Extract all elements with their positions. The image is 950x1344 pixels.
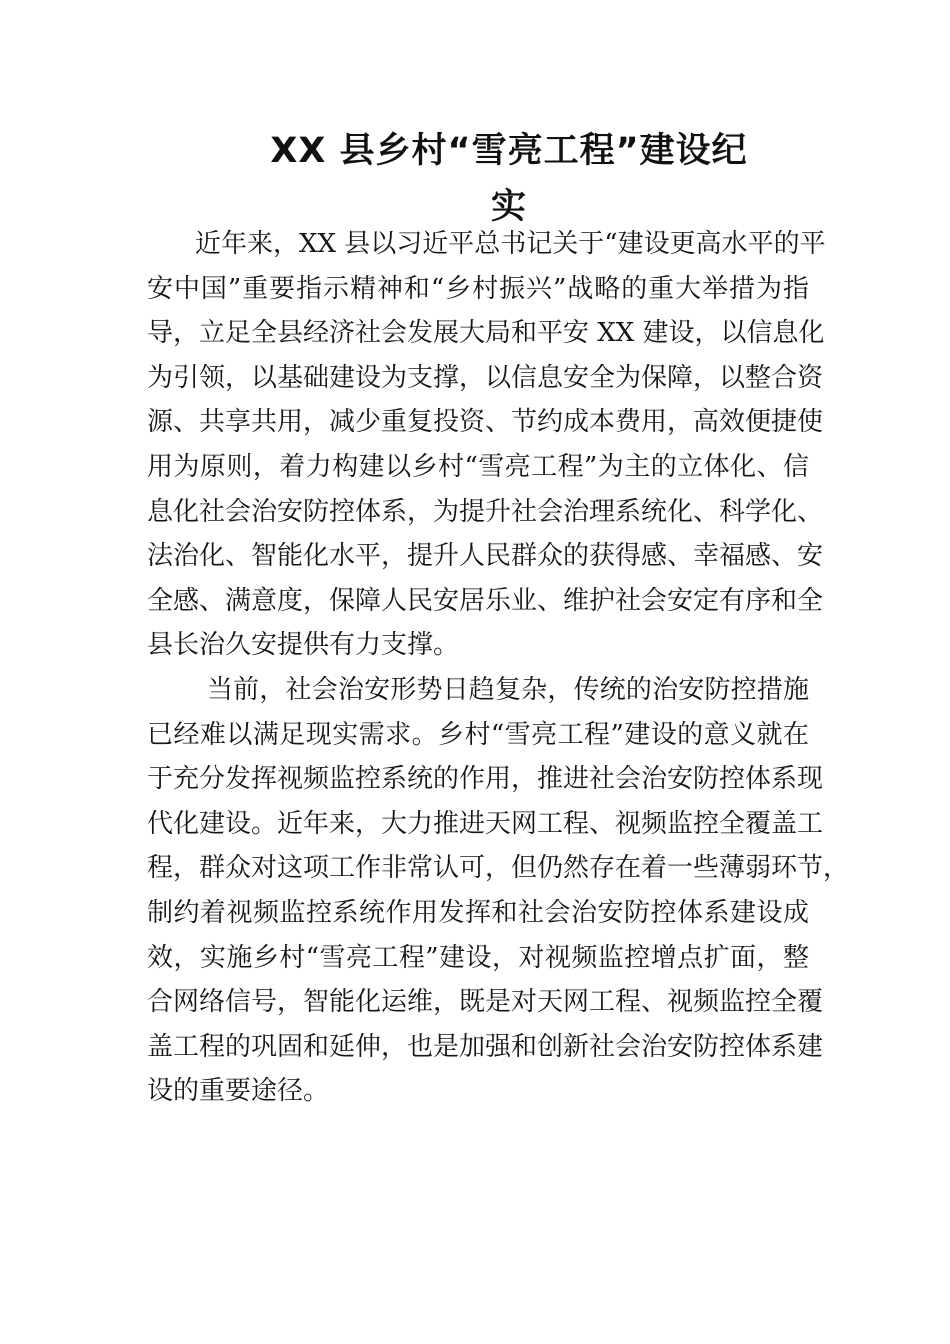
paragraph-1 (147, 222, 826, 668)
paragraph-line: 用为原则，着力构建以乡村“雪亮工程”为主的立体化、信 (147, 451, 809, 482)
paragraph-line: 制约着视频监控系统作用发挥和社会治安防控体系建设成 (147, 897, 809, 928)
paragraph-line: 设的重要途径。 (147, 1076, 330, 1107)
paragraph-line: 近年来，XX 县以习近平总书记关于“建设更高水平的平 (195, 229, 826, 259)
paragraph-line: 安中国”重要指示精神和“乡村振兴”战略的重大举措为指 (147, 273, 809, 304)
paragraph-line: 县长治久安提供有力支撑。 (147, 630, 460, 661)
paragraph-line: 于充分发挥视频监控系统的作用，推进社会治安防控体系现 (147, 764, 824, 795)
document-body (147, 222, 850, 1114)
paragraph-line: 合网络信号，智能化运维，既是对天网工程、视频监控全覆 (147, 987, 824, 1018)
paragraph-line: 导，立足全县经济社会发展大局和平安 XX 建设，以信息化 (147, 318, 825, 349)
paragraph-line: 效，实施乡村“雪亮工程”建设，对视频监控增点扩面，整 (147, 942, 809, 973)
paragraph-line: 息化社会治安防控体系，为提升社会治理系统化、科学化、 (147, 496, 824, 527)
paragraph-line: 盖工程的巩固和延伸，也是加强和创新社会治安防控体系建 (147, 1031, 824, 1062)
paragraph-2 (147, 668, 850, 1114)
document-title-line-2: 实 (490, 187, 527, 227)
paragraph-line: 已经难以满足现实需求。乡村“雪亮工程”建设的意义就在 (147, 719, 809, 750)
paragraph-line: 法治化、智能化水平，提升人民群众的获得感、幸福感、安 (147, 541, 824, 572)
paragraph-line: 程，群众对这项工作非常认可，但仍然存在着一些薄弱环节， (147, 853, 850, 884)
document-title-line-1: XX 县乡村“雪亮工程”建设纪 (270, 131, 748, 171)
paragraph-line: 当前，社会治安形势日趋复杂，传统的治安防控措施 (207, 674, 809, 705)
paragraph-line: 为引领，以基础建设为支撑，以信息安全为保障，以整合资 (147, 362, 824, 393)
paragraph-line: 全感、满意度，保障人民安居乐业、维护社会安定有序和全 (147, 585, 824, 616)
paragraph-line: 源、共享共用，减少重复投资、节约成本费用，高效便捷使 (147, 407, 824, 438)
paragraph-line: 代化建设。近年来，大力推进天网工程、视频监控全覆盖工 (147, 808, 824, 839)
